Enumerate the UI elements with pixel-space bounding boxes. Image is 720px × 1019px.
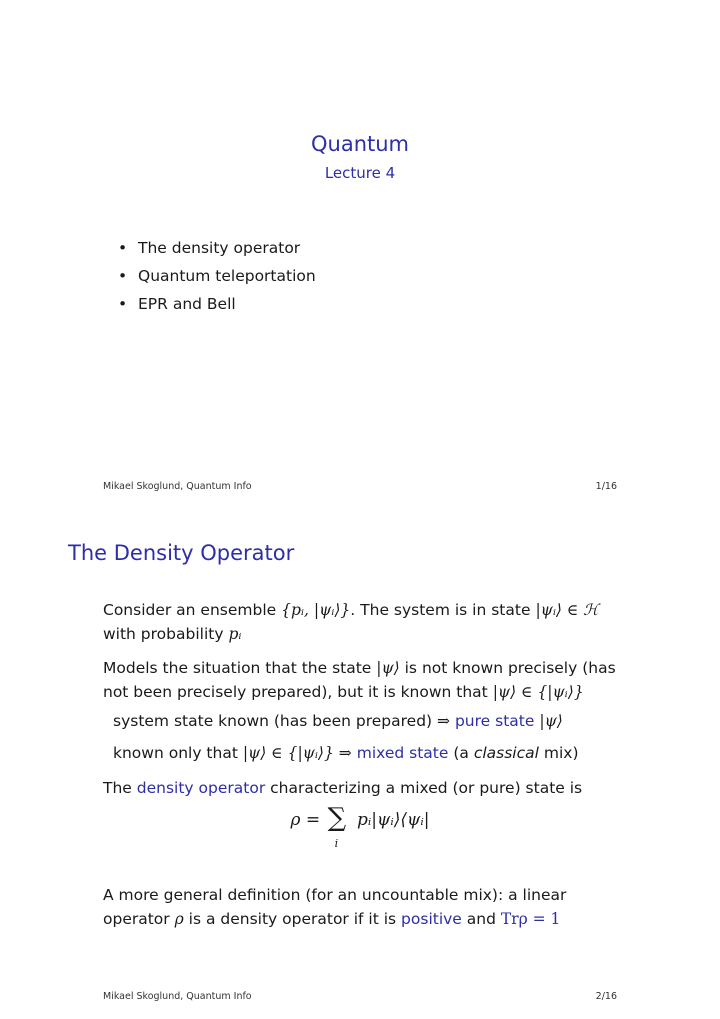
paragraph-mixed-state: known only that |ψ⟩ ∈ {|ψᵢ⟩} ⇒ mixed state (a classical mix) [113,744,579,762]
term-mixed-state: mixed state [356,744,449,762]
math-psi: |ψ⟩ [376,659,400,677]
math-trace: Trρ = 1 [500,910,561,928]
emphasis-classical: classical [473,744,539,762]
math-probability: pᵢ [228,625,242,643]
math-ensemble: {pᵢ, |ψᵢ⟩} [281,601,351,619]
slide-2 [0,510,720,1019]
page-number: 1/16 [595,481,617,492]
slide-footer [103,991,617,1002]
page-number: 2/16 [595,991,617,1002]
topic-list [118,238,316,322]
paragraph-density-operator: The density operator characterizing a mixed (or pure) state is [103,779,583,797]
math-psi: |ψ⟩ [539,712,563,730]
paragraph-pure-state: system state known (has been prepared) ⇒ pure state |ψ⟩ [113,712,563,730]
slide-1 [0,0,720,509]
slide-subtitle: Lecture 4 [324,164,396,182]
paragraph-general-definition: A more general definition (for an uncountable mix): a linear operator ρ is a density operator if it is positive and Trρ = 1 [103,886,567,928]
density-operator-formula: ρ = ∑ i pᵢ|ψᵢ⟩⟨ψᵢ| [290,802,430,850]
term-pure-state: pure state [454,712,535,730]
list-item: • The density operator [118,238,316,266]
term-density-operator: density operator [136,779,266,797]
footer-author: Mikael Skoglund, Quantum Info [103,991,252,1002]
slide-footer [103,481,617,492]
paragraph-ensemble: Consider an ensemble {pᵢ, |ψᵢ⟩}. The system is in state |ψᵢ⟩ ∈ ℋ with probability pᵢ [103,601,599,643]
paragraph-models: Models the situation that the state |ψ⟩ is not known precisely (has not been precisely prepared), but it is known that |ψ⟩ ∈ {|ψᵢ⟩} [103,659,616,701]
sum-index: i [334,836,339,850]
footer-author: Mikael Skoglund, Quantum Info [103,481,252,492]
list-item: • EPR and Bell [118,294,316,322]
term-positive: positive [401,910,462,928]
implies-arrow: ⇒ [437,712,451,730]
math-state: |ψᵢ⟩ ∈ ℋ [535,601,599,619]
math-psi-in-set: |ψ⟩ ∈ {|ψᵢ⟩} [242,744,334,762]
summation [326,802,352,850]
sum-sign: ∑ [327,802,347,833]
list-item: • Quantum teleportation [118,266,316,294]
slide-title: Quantum [310,132,410,156]
math-psi-in-set: |ψ⟩ ∈ {|ψᵢ⟩} [492,683,584,701]
implies-arrow: ⇒ [338,744,352,762]
math-rho: ρ [174,910,184,928]
slide-heading: The Density Operator [68,541,295,565]
